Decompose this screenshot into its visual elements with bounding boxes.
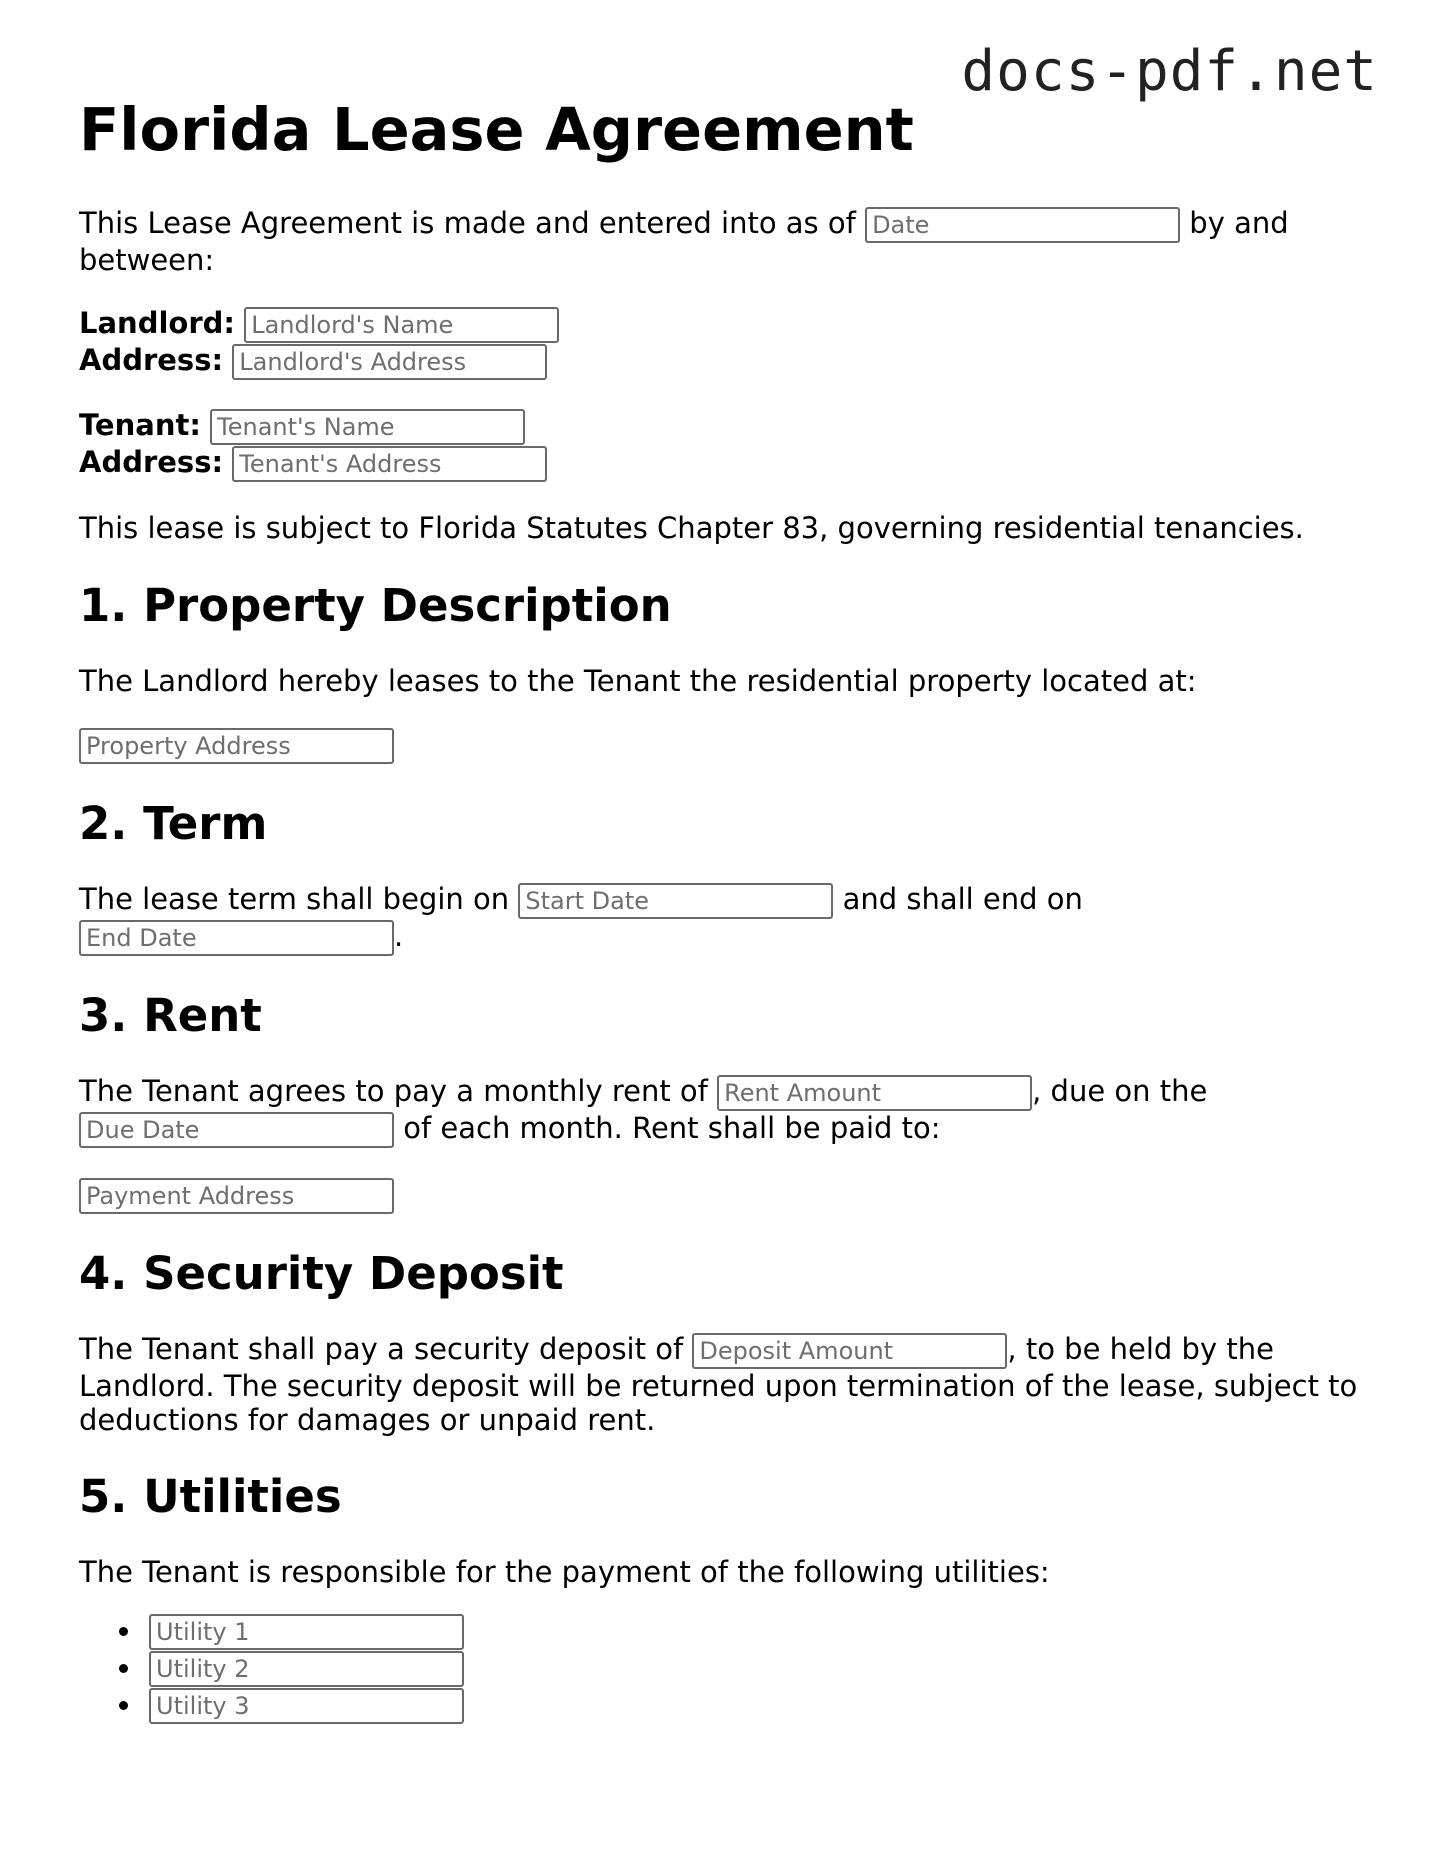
rent-text-before: The Tenant agrees to pay a monthly rent of	[79, 1074, 708, 1108]
tenant-row	[79, 408, 525, 445]
intro-line-2: between:	[79, 243, 215, 277]
rent-line-2	[79, 1111, 941, 1148]
landlord-label: Landlord:	[79, 306, 235, 340]
deposit-amount-field[interactable]	[692, 1333, 1007, 1369]
list-item	[79, 1614, 464, 1651]
section-heading-utilities: 5. Utilities	[79, 1470, 342, 1523]
property-text: The Landlord hereby leases to the Tenant the residential property located at:	[79, 664, 1197, 698]
intro-text-after: by and	[1189, 206, 1289, 240]
property-address-row	[79, 727, 394, 764]
utility-2-field[interactable]	[149, 1651, 464, 1687]
bullet-icon	[119, 1664, 128, 1673]
list-item	[79, 1651, 464, 1688]
section-heading-rent: 3. Rent	[79, 989, 262, 1042]
term-text-middle: and shall end on	[842, 882, 1083, 916]
intro-text-before: This Lease Agreement is made and entered into as of	[79, 206, 856, 240]
deposit-line-2: Landlord. The security deposit will be returned upon termination of the lease, subject to	[79, 1369, 1358, 1403]
deposit-text-before: The Tenant shall pay a security deposit of	[79, 1332, 684, 1366]
utilities-text: The Tenant is responsible for the payment of the following utilities:	[79, 1555, 1050, 1589]
utility-3-field[interactable]	[149, 1688, 464, 1724]
document-title: Florida Lease Agreement	[79, 95, 914, 164]
utilities-list	[79, 1614, 464, 1725]
landlord-address-row	[79, 343, 547, 380]
section-heading-term: 2. Term	[79, 797, 268, 850]
statute-text: This lease is subject to Florida Statutes Chapter 83, governing residential tenancies.	[79, 511, 1304, 545]
section-heading-property: 1. Property Description	[79, 579, 672, 632]
payment-address-row	[79, 1177, 394, 1214]
bullet-icon	[119, 1627, 128, 1636]
tenant-address-field[interactable]	[232, 446, 547, 482]
term-text-after: .	[394, 919, 404, 953]
deposit-line-3: deductions for damages or unpaid rent.	[79, 1403, 656, 1437]
rent-text-after: of each month. Rent shall be paid to:	[403, 1111, 941, 1145]
start-date-field[interactable]	[518, 883, 833, 919]
payment-address-field[interactable]	[79, 1178, 394, 1214]
term-line-2	[79, 919, 403, 956]
tenant-address-row	[79, 445, 547, 482]
rent-text-middle: , due on the	[1032, 1074, 1208, 1108]
rent-line	[79, 1074, 1207, 1111]
tenant-address-label: Address:	[79, 445, 224, 479]
term-line	[79, 882, 1083, 919]
agreement-date-field[interactable]	[865, 207, 1180, 243]
due-date-field[interactable]	[79, 1112, 394, 1148]
rent-amount-field[interactable]	[717, 1075, 1032, 1111]
tenant-name-field[interactable]	[210, 409, 525, 445]
end-date-field[interactable]	[79, 920, 394, 956]
property-address-field[interactable]	[79, 728, 394, 764]
bullet-icon	[119, 1701, 128, 1710]
deposit-line	[79, 1332, 1274, 1369]
landlord-name-field[interactable]	[244, 307, 559, 343]
list-item	[79, 1688, 464, 1725]
tenant-label: Tenant:	[79, 408, 201, 442]
landlord-address-field[interactable]	[232, 344, 547, 380]
deposit-text-after: , to be held by the	[1007, 1332, 1274, 1366]
utility-1-field[interactable]	[149, 1614, 464, 1650]
term-text-before: The lease term shall begin on	[79, 882, 510, 916]
landlord-address-label: Address:	[79, 343, 224, 377]
watermark: docs-pdf.net	[961, 39, 1378, 104]
section-heading-deposit: 4. Security Deposit	[79, 1247, 564, 1300]
landlord-row	[79, 306, 559, 343]
intro-line	[79, 206, 1289, 243]
